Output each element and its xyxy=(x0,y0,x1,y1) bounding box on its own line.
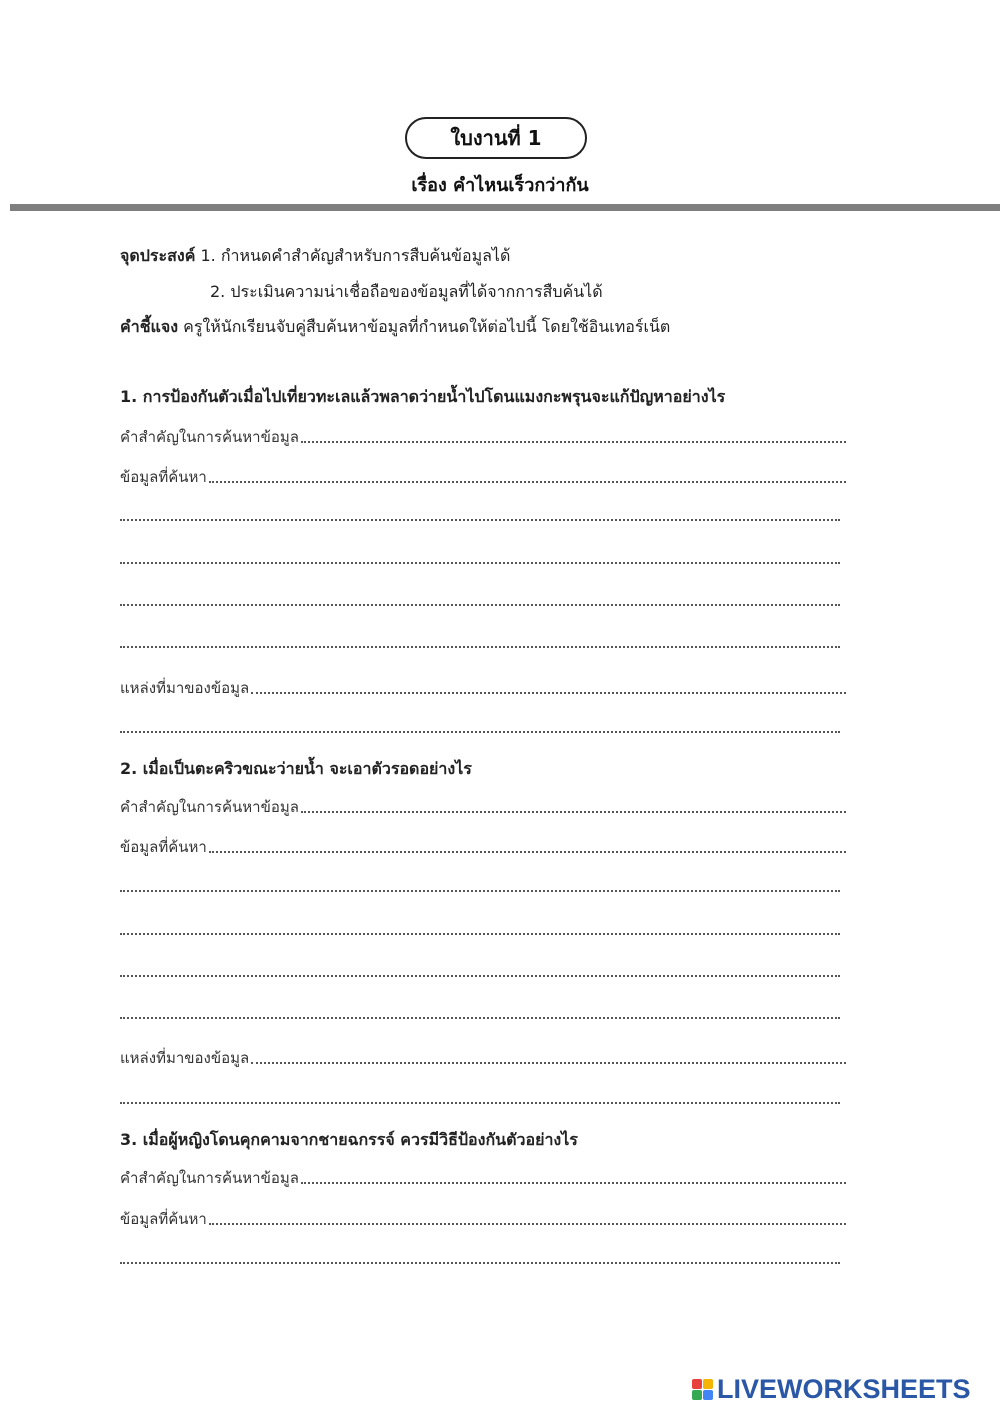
instruction-line xyxy=(120,315,670,339)
logo-square-1 xyxy=(692,1379,702,1389)
q2-answer-line-1[interactable] xyxy=(120,890,840,892)
q3-keyword-field[interactable] xyxy=(120,1165,846,1189)
question-1-title: 1. การป้องกันตัวเมื่อไปเที่ยวทะเลแล้วพลาดว่ายน้ำไปโดนแมงกะพรุนจะแก้ปัญหาอย่างไร xyxy=(120,387,726,406)
q1-answer-line-1[interactable] xyxy=(120,519,840,521)
q2-answer-line-3[interactable] xyxy=(120,975,840,977)
source-label: แหล่งที่มาของข้อมูล xyxy=(120,679,250,697)
info-label: ข้อมูลที่ค้นหา xyxy=(120,468,207,486)
info-label: ข้อมูลที่ค้นหา xyxy=(120,1210,207,1228)
logo-square-2 xyxy=(703,1379,713,1389)
instruction-text: ครูให้นักเรียนจับคู่สืบค้นหาข้อมูลที่กำหนดให้ต่อไปนี้ โดยใช้อินเทอร์เน็ต xyxy=(183,317,671,336)
q2-source-line[interactable] xyxy=(120,1102,840,1104)
logo-text: LIVEWORKSHEETS xyxy=(717,1373,971,1404)
q1-answer-line-2[interactable] xyxy=(120,562,840,564)
objective-item-1: 1. กำหนดคำสำคัญสำหรับการสืบค้นข้อมูลได้ xyxy=(200,246,511,265)
q2-answer-line-4[interactable] xyxy=(120,1017,840,1019)
q1-source-line[interactable] xyxy=(120,731,840,733)
q1-answer-line-4[interactable] xyxy=(120,646,840,648)
question-2-title: 2. เมื่อเป็นตะคริวขณะว่ายน้ำ จะเอาตัวรอดอย่างไร xyxy=(120,759,472,778)
q2-answer-line-2[interactable] xyxy=(120,933,840,935)
liveworksheets-logo[interactable] xyxy=(692,1374,971,1404)
keyword-label: คำสำคัญในการค้นหาข้อมูล xyxy=(120,428,299,446)
q1-keyword-field[interactable] xyxy=(120,424,846,448)
q3-answer-line-1[interactable] xyxy=(120,1262,840,1264)
q2-source-field[interactable] xyxy=(120,1045,846,1069)
q2-keyword-field[interactable] xyxy=(120,794,846,818)
logo-square-4 xyxy=(703,1390,713,1400)
keyword-label: คำสำคัญในการค้นหาข้อมูล xyxy=(120,1169,299,1187)
instruction-label: คำชี้แจง xyxy=(120,317,179,336)
keyword-label: คำสำคัญในการค้นหาข้อมูล xyxy=(120,798,299,816)
q1-answer-line-3[interactable] xyxy=(120,604,840,606)
worksheet-title: ใบงานที่ 1 xyxy=(450,126,542,150)
header-divider xyxy=(10,204,1000,211)
q1-info-field[interactable] xyxy=(120,464,846,488)
objective-line-1 xyxy=(120,244,510,268)
info-label: ข้อมูลที่ค้นหา xyxy=(120,838,207,856)
worksheet-title-box xyxy=(405,117,587,159)
source-label: แหล่งที่มาของข้อมูล xyxy=(120,1049,250,1067)
logo-mark-icon xyxy=(692,1379,713,1400)
q3-info-field[interactable] xyxy=(120,1206,846,1230)
q2-info-field[interactable] xyxy=(120,834,846,858)
worksheet-subtitle: เรื่อง คำไหนเร็วกว่ากัน xyxy=(411,175,589,196)
question-3-title: 3. เมื่อผู้หญิงโดนคุกคามจากชายฉกรรจ์ ควรมีวิธีป้องกันตัวอย่างไร xyxy=(120,1130,578,1149)
logo-square-3 xyxy=(692,1390,702,1400)
objective-item-2: 2. ประเมินความน่าเชื่อถือของข้อมูลที่ได้จากการสืบค้นได้ xyxy=(210,282,603,301)
q1-source-field[interactable] xyxy=(120,675,846,699)
objective-label: จุดประสงค์ xyxy=(120,246,196,265)
